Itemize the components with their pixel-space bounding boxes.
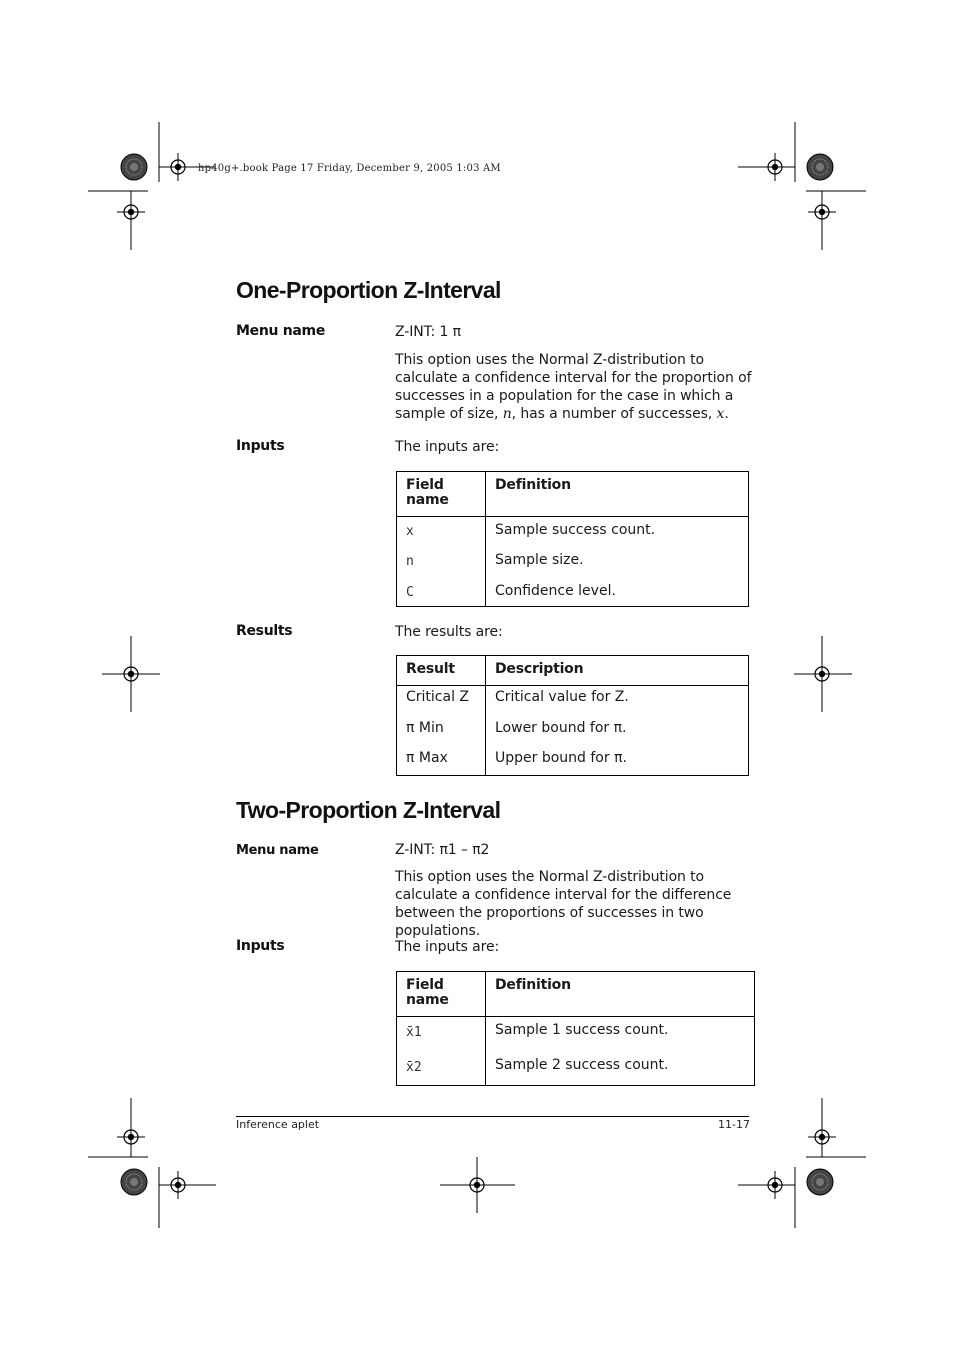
table-cell: Critical Z	[406, 689, 470, 705]
table-cell: π Max	[406, 750, 448, 766]
table-cell: π Min	[406, 720, 444, 736]
table-cell: Critical value for Z.	[495, 689, 629, 705]
section2-description: This option uses the Normal Z-distribution to calculate a confidence interval for the difference between the proportions of successes in two populations.	[395, 869, 732, 939]
table-cell: x	[406, 524, 414, 539]
section2-inputs-label: Inputs	[236, 938, 285, 954]
table-cell: C	[406, 585, 414, 600]
section2-title: Two-Proportion Z-Interval	[236, 797, 501, 823]
section1-inputs-label: Inputs	[236, 438, 285, 454]
section1-results-intro: The results are:	[395, 624, 503, 640]
table-cell: x̄2	[406, 1060, 422, 1075]
footer-page-number: 11-17	[718, 1118, 750, 1131]
table-header: Description	[495, 661, 584, 677]
section1-menu-label: Menu name	[236, 323, 326, 339]
footer-rule	[236, 1116, 749, 1117]
table-cell: x̄1	[406, 1025, 422, 1040]
table-cell: Upper bound for π.	[495, 750, 627, 766]
top-right-color-wheel-icon	[807, 154, 833, 180]
section2-menu-value: Z-INT: π1 – π2	[395, 842, 490, 858]
section1-title: One-Proportion Z-Interval	[236, 277, 501, 303]
table-header: Definition	[495, 977, 571, 993]
table-header: Definition	[495, 477, 571, 493]
var-n: n	[502, 406, 512, 422]
top-left-color-wheel-icon	[121, 154, 147, 180]
table-cell: Confidence level.	[495, 583, 616, 599]
section2-menu-label: Menu name	[236, 843, 319, 858]
section2-inputs-table	[396, 971, 755, 1086]
table-header: Result	[406, 661, 455, 677]
table-cell: Sample 2 success count.	[495, 1057, 669, 1073]
table-cell: n	[406, 554, 414, 569]
var-x: x	[716, 406, 725, 422]
table-cell: Sample success count.	[495, 522, 656, 538]
section1-inputs-table	[396, 471, 749, 607]
footer-left: Inference aplet	[236, 1118, 320, 1131]
section1-menu-value: Z-INT: 1 π	[395, 324, 461, 340]
bottom-right-color-wheel-icon	[807, 1169, 833, 1195]
section1-results-label: Results	[236, 623, 293, 639]
bottom-left-color-wheel-icon	[121, 1169, 147, 1195]
table-cell: Lower bound for π.	[495, 720, 627, 736]
section1-results-table	[396, 655, 749, 776]
section1-description: This option uses the Normal Z-distribution to calculate a confidence interval for the proportion of successes in a population for the case in which a sample of size, n, has a number of successes, x.	[395, 352, 752, 422]
table-header: Field name	[406, 977, 449, 1008]
table-cell: Sample size.	[495, 552, 584, 568]
section1-inputs-intro: The inputs are:	[395, 439, 500, 455]
table-header: Field name	[406, 477, 449, 508]
section2-inputs-intro: The inputs are:	[395, 939, 500, 955]
table-cell: Sample 1 success count.	[495, 1022, 669, 1038]
print-header: hp40g+.book Page 17 Friday, December 9, 2005 1:03 AM	[198, 163, 501, 174]
